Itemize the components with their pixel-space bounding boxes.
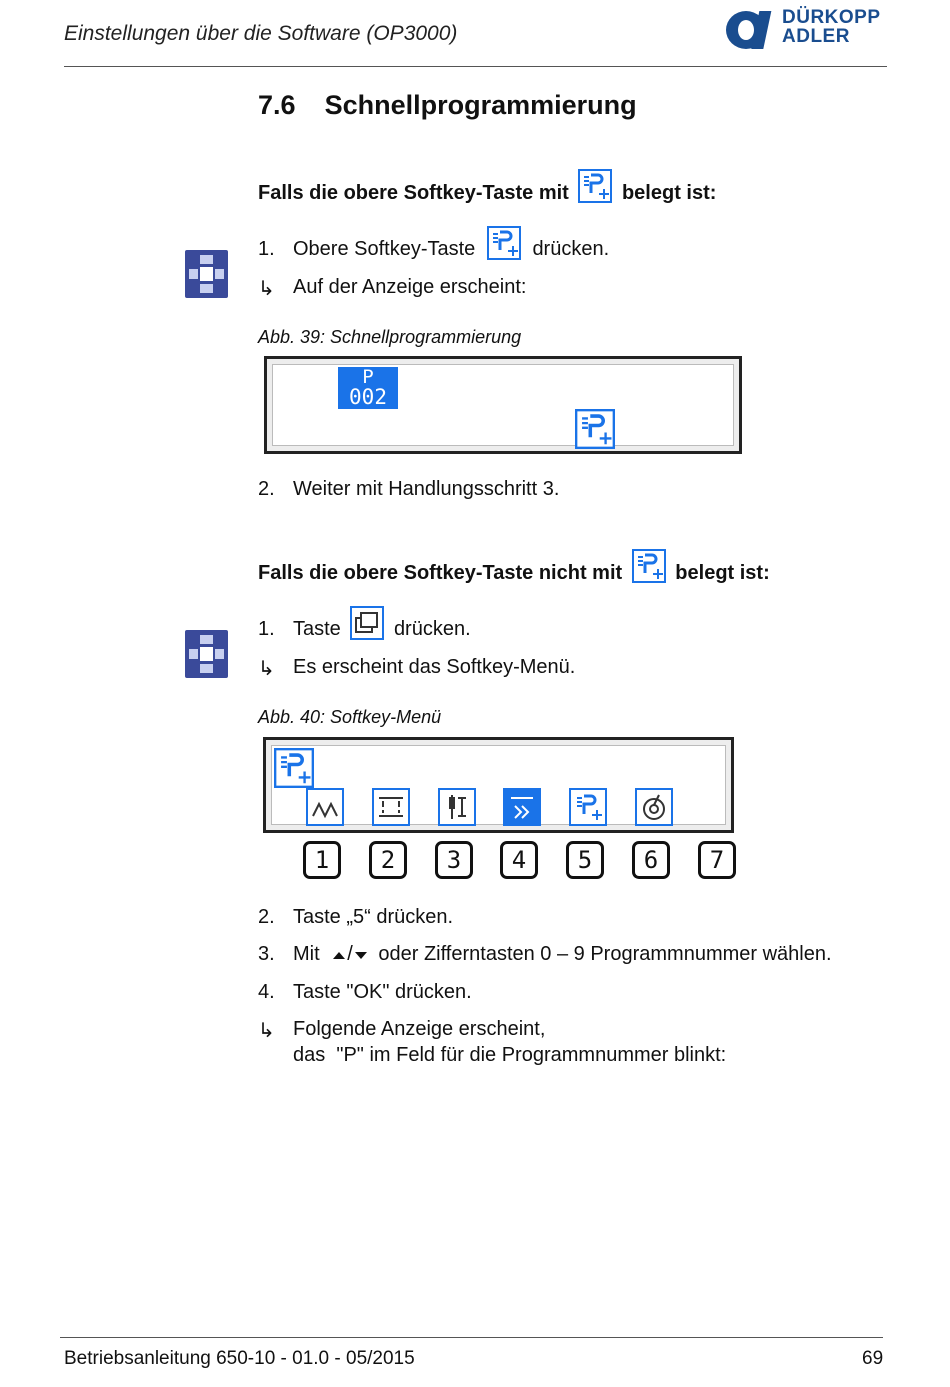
block2-step1-post: drücken.: [393, 618, 471, 640]
block2-step1-pre: Taste: [293, 618, 341, 640]
softkey-quick-program-icon: [569, 788, 607, 826]
block2-step2-number: 2.: [258, 906, 275, 928]
block2-result: Es erscheint das Softkey-Menü.: [293, 656, 576, 678]
operator-panel-icon: [185, 250, 228, 298]
logo-mark-icon: [724, 8, 780, 52]
block1-step1-post: drücken.: [532, 238, 610, 260]
result-arrow-icon: ↳: [258, 658, 275, 680]
block2-step3-number: 3.: [258, 943, 275, 965]
page-number: 69: [862, 1348, 884, 1369]
result-arrow-icon: ↳: [258, 1020, 275, 1042]
block2-step4: Taste "OK" drücken.: [293, 981, 472, 1003]
key-2: 2: [369, 841, 407, 879]
block2-result2-line1: Folgende Anzeige erscheint,: [293, 1018, 546, 1040]
block2-step2: Taste „5“ drücken.: [293, 906, 454, 928]
block1-heading-post: belegt ist:: [621, 182, 717, 204]
section-number: 7.6: [258, 90, 296, 120]
key-1: 1: [303, 841, 341, 879]
result-arrow-icon: ↳: [258, 278, 275, 300]
header-divider: [64, 66, 887, 67]
block2-step4-number: 4.: [258, 981, 275, 1003]
figure-caption-39: Abb. 39: Schnellprogrammierung: [258, 327, 522, 347]
running-header: Einstellungen über die Software (OP3000): [64, 22, 458, 45]
block2-heading: [258, 562, 770, 585]
block2-step1-number: 1.: [258, 618, 275, 640]
key-7: 7: [698, 841, 736, 879]
softkey-counter-icon: [372, 788, 410, 826]
block2-heading-pre: Falls die obere Softkey-Taste nicht mit: [258, 562, 623, 584]
block1-heading: [258, 182, 716, 205]
footer-divider: [60, 1337, 883, 1338]
key-5: 5: [566, 841, 604, 879]
block1-step1-pre: Obere Softkey-Taste: [293, 238, 476, 260]
softkey-menu-icon: [350, 606, 384, 640]
arrow-down-icon: [353, 949, 369, 961]
lcd-display-softkey-menu: [263, 737, 734, 833]
quick-program-icon: [575, 409, 615, 449]
operator-panel-icon: [185, 630, 228, 678]
block1-result: Auf der Anzeige erscheint:: [293, 276, 527, 298]
block1-step2: Weiter mit Handlungsschritt 3.: [293, 478, 560, 500]
brand-logo: [724, 8, 889, 52]
softkey-seam-icon: [306, 788, 344, 826]
quick-program-icon: [578, 169, 612, 203]
key-6: 6: [632, 841, 670, 879]
softkey-skip-icon: [503, 788, 541, 826]
key-4: 4: [500, 841, 538, 879]
softkey-needle-icon: [438, 788, 476, 826]
program-number-value: 002: [349, 385, 387, 409]
block1-step2-number: 2.: [258, 478, 275, 500]
section-heading: Schnellprogrammierung: [324, 90, 637, 120]
block2-step3: [293, 943, 832, 966]
arrow-up-icon: [331, 949, 347, 961]
softkey-bobbin-icon: [635, 788, 673, 826]
quick-program-icon: [274, 748, 314, 788]
section-title: [258, 90, 637, 121]
logo-line1: DÜRKOPP: [782, 7, 881, 28]
arrow-separator: /: [347, 943, 353, 965]
block2-step1: [293, 618, 471, 641]
logo-line2: ADLER: [782, 26, 850, 47]
footer-document-id: Betriebsanleitung 650-10 - 01.0 - 05/2015: [64, 1348, 415, 1369]
block1-step1-number: 1.: [258, 238, 275, 260]
quick-program-icon: [487, 226, 521, 260]
block1-heading-pre: Falls die obere Softkey-Taste mit: [258, 182, 569, 204]
block2-result2-line2: das "P" im Feld für die Programmnummer blinkt:: [293, 1044, 727, 1066]
program-p-label: P: [362, 366, 374, 388]
quick-program-icon: [632, 549, 666, 583]
lcd-display-quick-program: [264, 356, 742, 454]
figure-caption-40: Abb. 40: Softkey-Menü: [258, 707, 442, 727]
block2-step3-post: oder Zifferntasten 0 – 9 Programmnummer wählen.: [378, 943, 832, 965]
key-3: 3: [435, 841, 473, 879]
block1-step1: [293, 238, 609, 261]
block2-heading-post: belegt ist:: [675, 562, 770, 584]
program-number-field: [338, 367, 398, 409]
block2-step3-pre: Mit: [293, 943, 320, 965]
